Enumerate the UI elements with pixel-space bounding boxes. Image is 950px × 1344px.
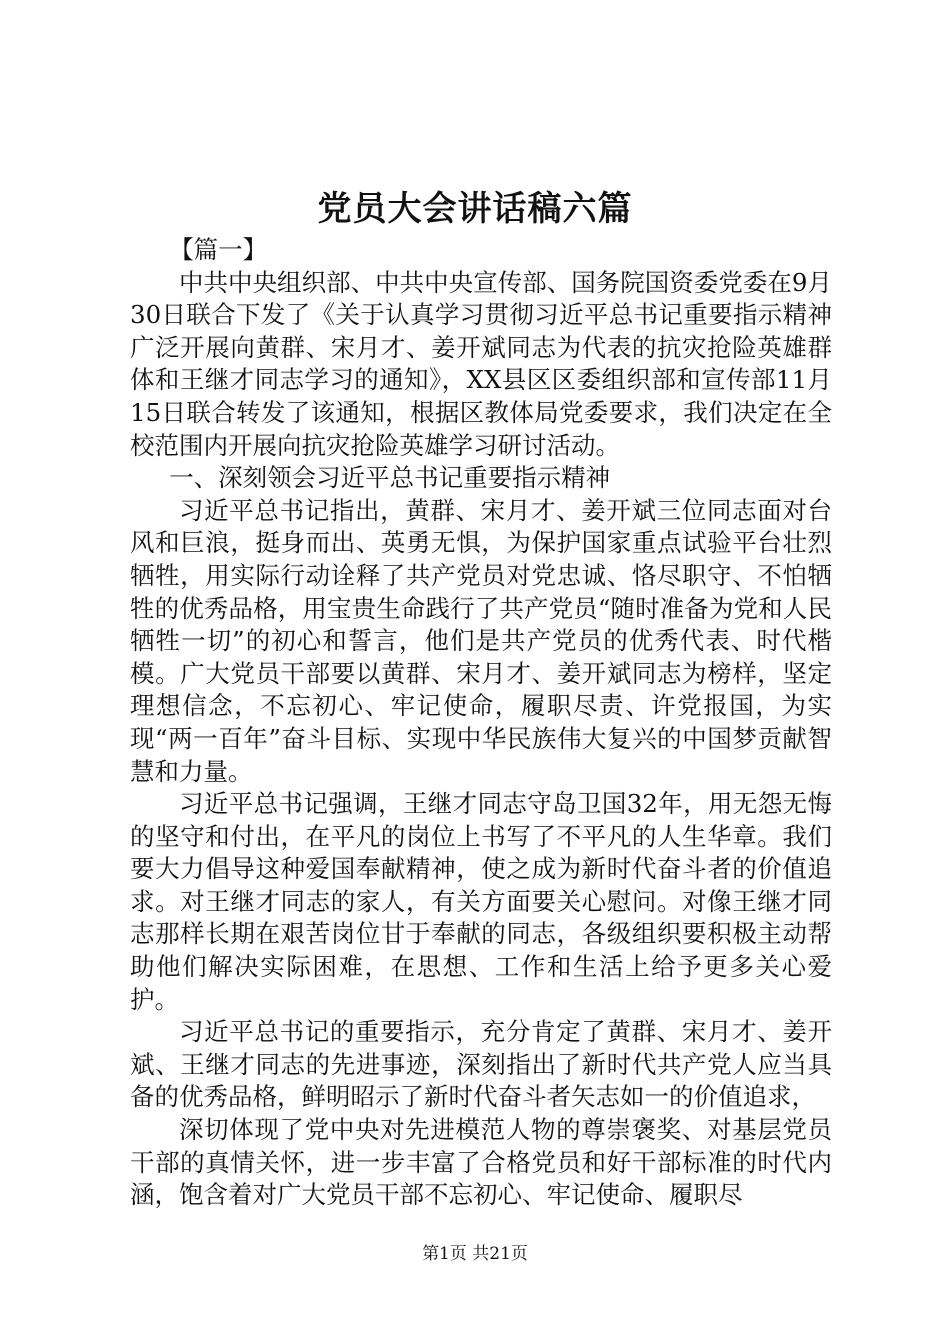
paragraph: 习近平总书记的重要指示，充分肯定了黄群、宋月才、姜开斌、王继才同志的先进事迹，深刻指出了新时代共产党人应当具备的优秀品格，鲜明昭示了新时代奋斗者矢志如一的价值追求， xyxy=(130,1017,832,1112)
document-title: 党员大会讲话稿六篇 xyxy=(317,189,633,229)
page-footer: 第1页 共21页 xyxy=(422,1244,528,1264)
section-label: 【篇一】 xyxy=(169,235,268,264)
paragraph: 习近平总书记指出，黄群、宋月才、姜开斌三位同志面对台风和巨浪，挺身而出、英勇无惧，为保护国家重点试验平台壮烈牺牲，用实际行动诠释了共产党员对党忠诚、恪尽职守、不怕牺牲的优秀品格，用宝贵生命践行了共产党员“随时准备为党和人民牺牲一切”的初心和誓言，他们是共产党员的优秀代表、时代楷模。广大党员干部要以黄群、宋月才、姜开斌同志为榜样，坚定理想信念，不忘初心、牢记使命，履职尽责、许党报国，为实现“两一百年”奋斗目标、实现中华民族伟大复兴的中国梦贡献智慧和力量。 xyxy=(130,495,832,786)
paragraph: 中共中央组织部、中共中央宣传部、国务院国资委党委在9月30日联合下发了《关于认真学习贯彻习近平总书记重要指示精神广泛开展向黄群、宋月才、姜开斌同志为代表的抗灾抢险英雄群体和王继才同志学习的通知》，XX县区区委组织部和宣传部11月15日联合转发了该通知，根据区教体局党委要求，我们决定在全校范围内开展向抗灾抢险英雄学习研讨活动。 xyxy=(130,267,832,460)
document-body xyxy=(130,234,832,1212)
paragraph: 习近平总书记强调，王继才同志守岛卫国32年，用无怨无悔的坚守和付出，在平凡的岗位上书写了不平凡的人生华章。我们要大力倡导这种爱国奉献精神，使之成为新时代奋斗者的价值追求。对王继才同志的家人，有关方面要关心慰问。对像王继才同志那样长期在艰苦岗位甘于奉献的同志，各级组织要积极主动帮助他们解决实际困难，在思想、工作和生活上给予更多关心爱护。 xyxy=(130,789,832,1014)
section-heading: 一、深刻领会习近平总书记重要指示精神 xyxy=(169,463,611,493)
paragraph: 深切体现了党中央对先进模范人物的尊崇褒奖、对基层党员干部的真情关怀，进一步丰富了合格党员和好干部标准的时代内涵，饱含着对广大党员干部不忘初心、牢记使命、履职尽 xyxy=(130,1115,832,1210)
